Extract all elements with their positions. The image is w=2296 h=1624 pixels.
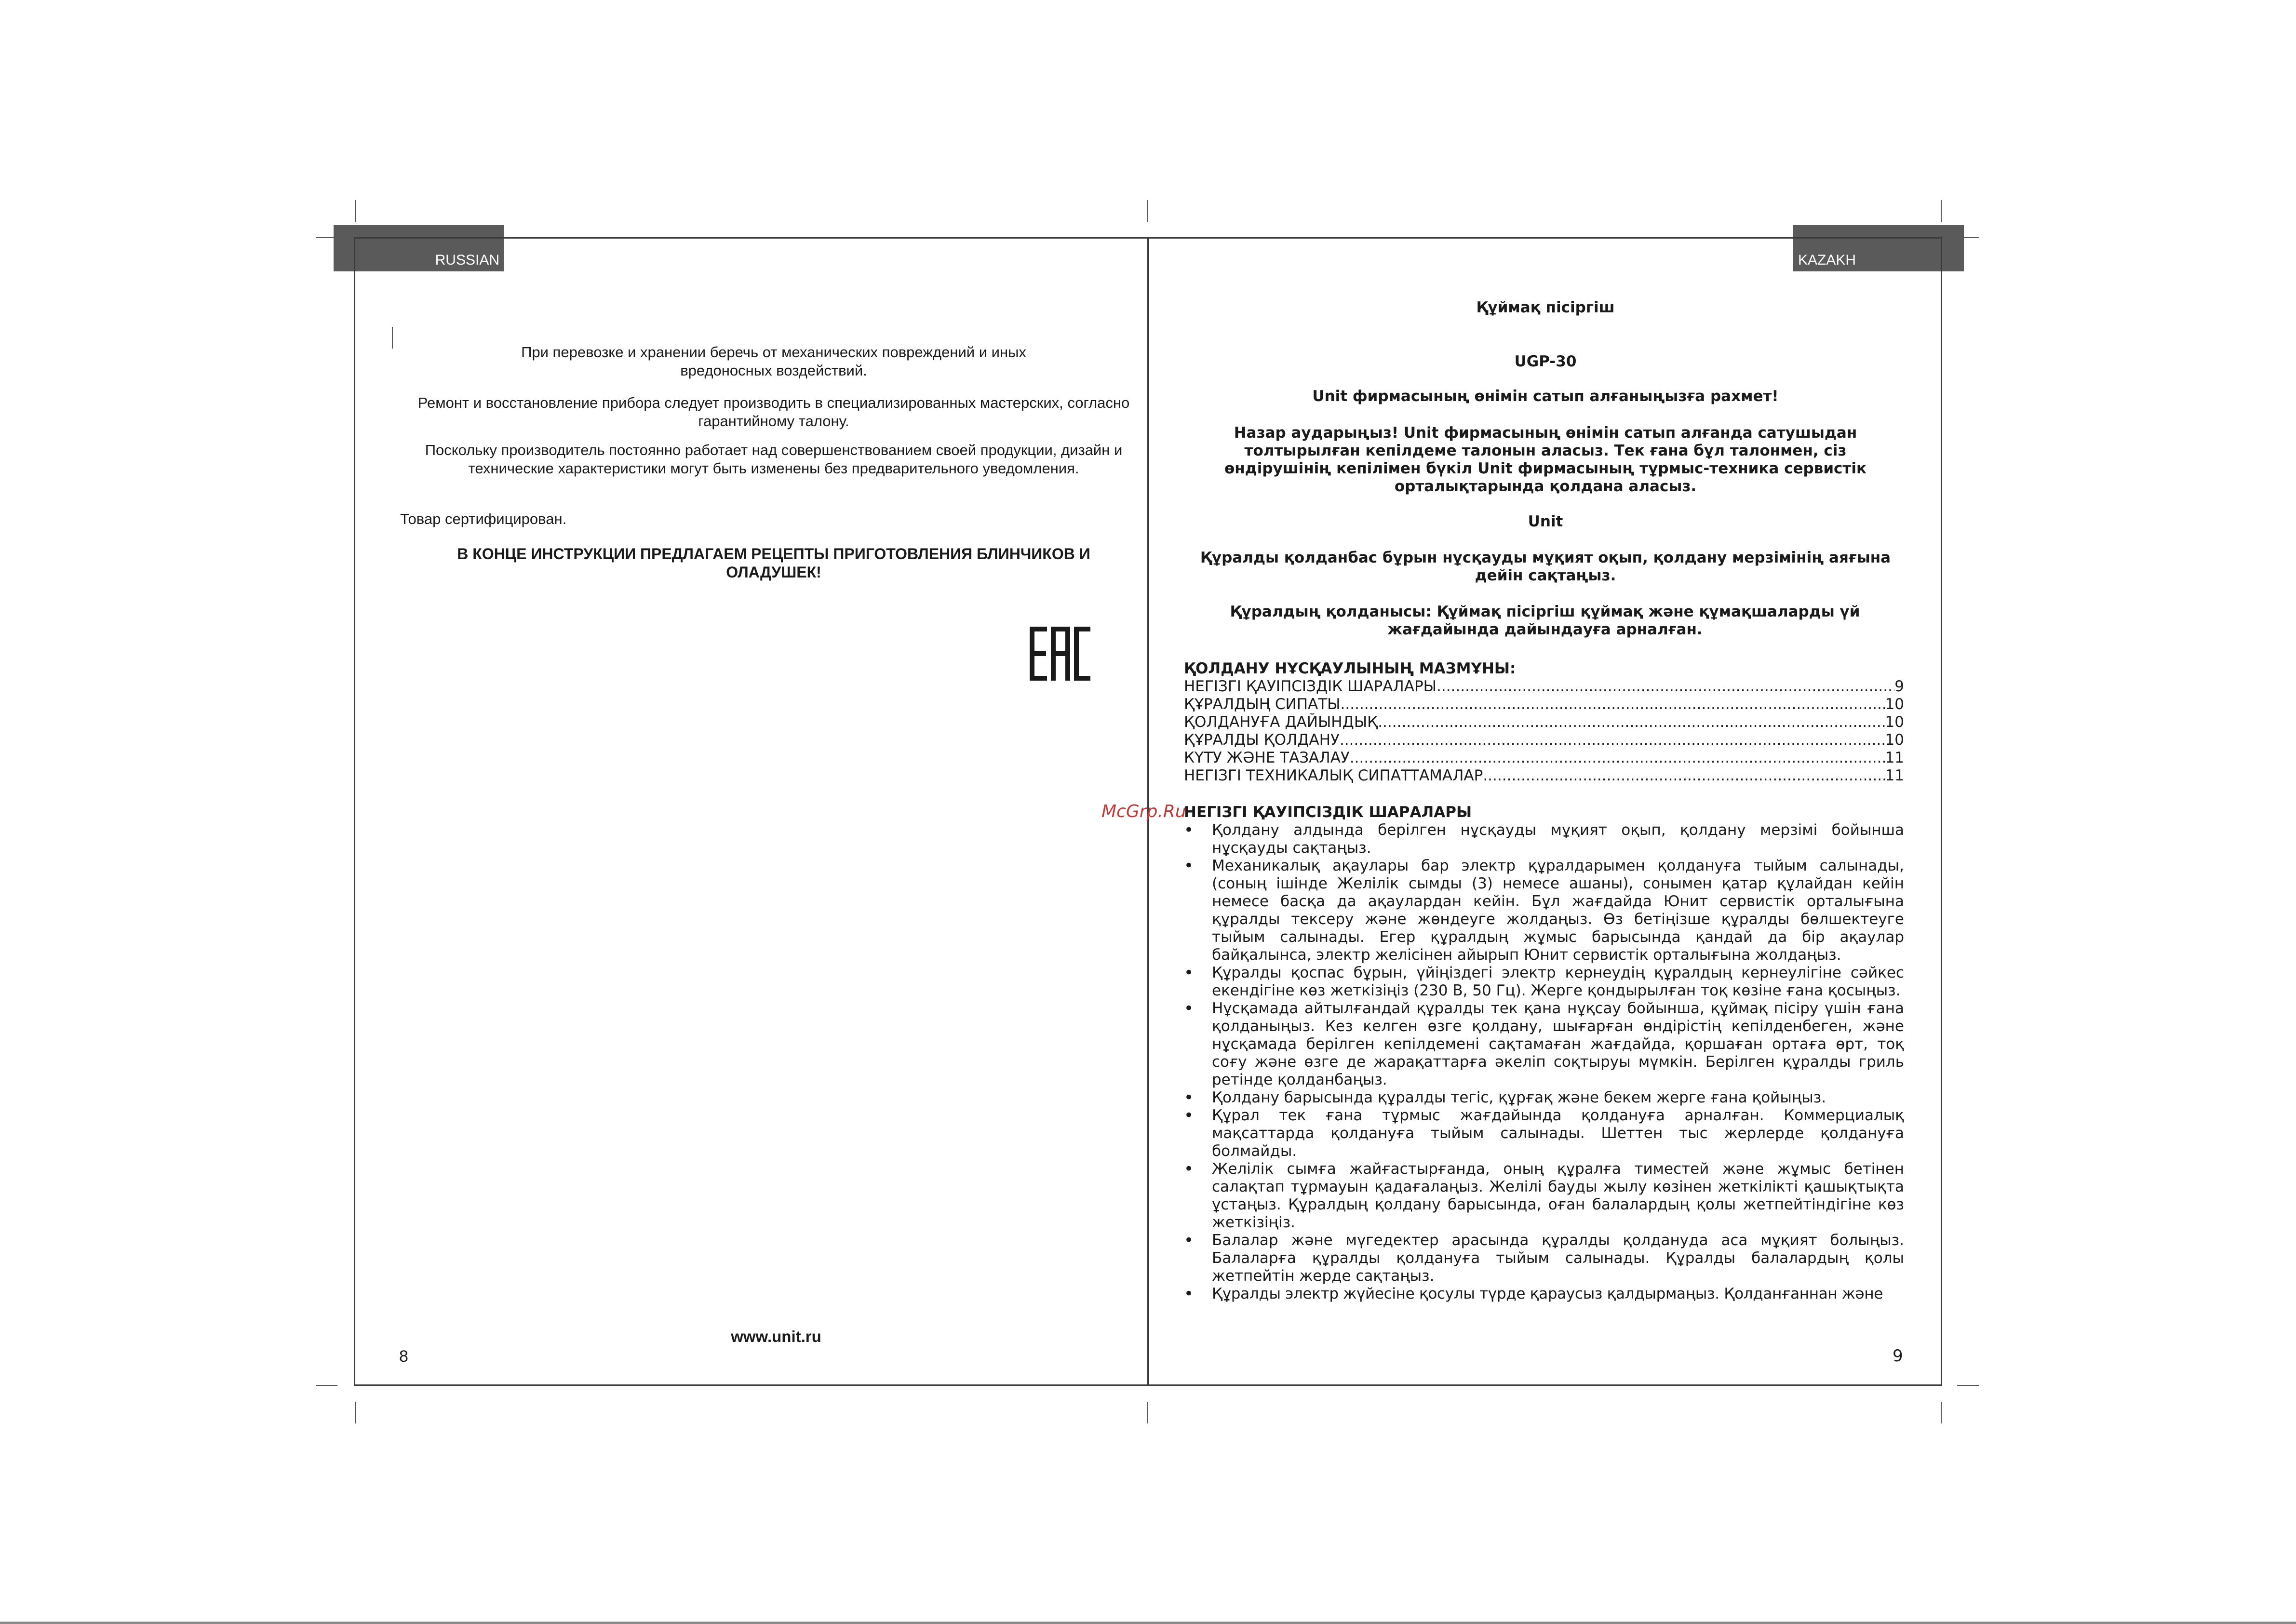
crop-mark <box>316 1385 337 1386</box>
toc-entry-title: ҚҰРАЛДЫҢ СИПАТЫ <box>1184 696 1341 713</box>
crop-mark <box>1147 200 1148 222</box>
recipes-note: В КОНЦЕ ИНСТРУКЦИИ ПРЕДЛАГАЕМ РЕЦЕПТЫ ПРИГОТОВЛЕНИЯ БЛИНЧИКОВ И ОЛАДУШЕК! <box>457 545 1090 581</box>
toc-entry-title: ҚҰРАЛДЫ ҚОЛДАНУ <box>1184 731 1340 749</box>
brand-name: Unit <box>1528 513 1563 530</box>
toc-dot-leader <box>1483 767 1885 785</box>
toc-entry-page: 10 <box>1885 731 1904 749</box>
safety-item: • Желілік сымға жайғастырғанда, оның құралға тиместей және жұмыс бетінен салақтап тұрмауын қадағалаңыз. Желілі бауды жылу көзінен жеткілікті қашықтықта ұстаңыз. Құралдың қолдану барысында, оған балалардың қолы жетпейтіндігіне көз жеткізіңіз. <box>1184 1160 1904 1232</box>
design-change-note: Поскольку производитель постоянно работает над совершенствованием своей продукции, дизайн и технические характеристики могут быть изменены без предварительного уведомления. <box>425 442 1123 477</box>
toc-title: ҚОЛДАНУ НҰСҚАУЛЫНЫҢ МАЗМҰНЫ: <box>1184 660 1516 677</box>
toc-dot-leader <box>1378 713 1885 731</box>
language-tab-label: RUSSIAN <box>435 252 499 268</box>
toc-entry-title: НЕГІЗГІ ҚАУІПСІЗДІК ШАРАЛАРЫ <box>1184 678 1437 695</box>
toc-entry[interactable] <box>1184 731 1904 749</box>
product-title: Құймақ пісіргіш <box>1476 299 1615 316</box>
toc-entry-title: НЕГІЗГІ ТЕХНИКАЛЫҚ СИПАТТАМАЛАР <box>1184 767 1483 784</box>
toc-dot-leader <box>1437 678 1894 696</box>
safety-item: • Қолдану барысында құралды тегіс, құрғақ және бекем жерге ғана қойыңыз. <box>1184 1089 1904 1107</box>
attention-text: Назар аударыңыз! Unit фирмасының өнімін сатып алғанда сатушыдан толтырылған кепілдеме талонын алаcыз. Тек ғана бұл талонмен, сіз өндірушінің кепілімен бүкіл Unit фирмасының тұрмыс-техника сервистік орталықтарында қолдана алаcыз. <box>1224 424 1867 495</box>
safety-item: • Қолдану алдында берілген нұсқауды мұқият оқып, қолдану мерзімі бойынша нұсқауды сақтаңыз. <box>1184 821 1904 857</box>
page-number-right: 9 <box>1893 1346 1903 1366</box>
toc-dot-leader <box>1350 749 1885 767</box>
toc-dot-leader <box>1340 731 1885 749</box>
bottom-strip <box>0 1622 2296 1624</box>
watermark: McGrp.Ru <box>1101 802 1186 821</box>
language-tab-label: KAZAKH <box>1798 252 1856 268</box>
safety-item: • Құрал тек ғана тұрмыс жағдайында қолдануға арналған. Коммерциалық мақсаттарда қолдануға тыйым салынады. Шеттен тыс жерлерде қолдануға болмайды. <box>1184 1107 1904 1160</box>
crop-mark <box>1941 200 1942 222</box>
eac-logo-icon <box>1030 627 1090 681</box>
toc-entry[interactable] <box>1184 696 1904 713</box>
transport-storage-note: При перевозке и хранении беречь от механических повреждений и иных вредоносных воздействий. <box>521 344 1026 379</box>
safety-item: • Балалар және мүгедектер арасында құралды қолдануда аса мұқият болыңыз. Балаларға құралды қолдануға тыйым салынады. Құралды балалардың қолы жетпейтін жерде сақтаңыз. <box>1184 1232 1904 1285</box>
toc-entry-page: 11 <box>1885 767 1904 784</box>
toc-entry[interactable] <box>1184 678 1904 696</box>
toc-entry-page: 11 <box>1885 749 1904 766</box>
safety-item: • Құралды қоспас бұрын, үйіңіздегі электр кернеудің құралдың кернеулігіне сәйкес екендігіне көз жеткізіңіз (230 В, 50 Гц). Жерге қондырылған тоқ көзіне ғана қосыңыз. <box>1184 964 1904 1000</box>
crop-mark <box>1941 1402 1942 1423</box>
toc-entry-page: 9 <box>1894 678 1904 695</box>
page-number-left: 8 <box>399 1347 408 1366</box>
usage-text: Құралдың қолданысы: Құймақ пісіргіш құймақ және құмақшаларды үй жағдайында дайындауға арналған. <box>1230 603 1860 638</box>
toc-entry[interactable] <box>1184 749 1904 767</box>
safety-section-title: НЕГІЗГІ ҚАУІПСІЗДІК ШАРАЛАРЫ <box>1184 804 1472 821</box>
toc-entry[interactable] <box>1184 767 1904 785</box>
thanks-text: Unit фирмасының өнімін сатып алғаныңызға рахмет! <box>1312 388 1779 405</box>
toc-entry-title: ҚОЛДАНУҒА ДАЙЫНДЫҚ <box>1184 713 1378 731</box>
certified-note: Товар сертифицирован. <box>400 510 567 527</box>
safety-item: • Механикалық ақаулары бар электр құралдарымен қолдануға тыйым салынады, (соның ішінде Желілік сымды (3) немесе ашаны), сонымен қатар құлайдан кейін немесе басқа да ақаулардан кейін. Бұл жағдайда Юнит сервистік орталығына құралды тексеру және жөндеуге жолдаңыз. Өз бетіңізше құралды бөлшектеуге тыйым салынады. Егер құралдың жұмыс барысында қандай да бір ақаулар байқалынса, электр желісінен айырып Юнит сервистік орталығына жолдаңыз. <box>1184 857 1904 964</box>
crop-mark <box>355 1402 356 1423</box>
safety-item: • Құралды электр жүйесіне қосулы түрде қараусыз қалдырмаңыз. Қолданғаннан және <box>1184 1285 1904 1303</box>
toc-dot-leader <box>1341 696 1885 713</box>
safety-item: • Нұсқамада айтылғандай құралды тек қана нұқсау бойынша, құймақ пісіру үшін ғана қолданыңыз. Кез келген өзге қолдану, шығарған өндірістің кепілденбеген, және нұсқамада берілген кепілдемені сақтамаған жағдайда, қоршаған ортаға өрт, тоқ соғу және өзге де жарақаттарға әкеліп соқтыруы мүмкін. Берілген құралды гриль ретінде қолданбаңыз. <box>1184 1000 1904 1089</box>
crop-mark <box>355 200 356 222</box>
table-of-contents <box>1184 678 1904 785</box>
crop-mark <box>1957 1385 1979 1386</box>
repair-note: Ремонт и восстановление прибора следует производить в специализированных мастерских, согласно гарантийному талону. <box>417 394 1130 429</box>
website-link[interactable]: www.unit.ru <box>731 1328 821 1345</box>
crop-mark <box>1147 1402 1148 1423</box>
read-manual-text: Құралды қолданбас бұрын нұсқауды мұқият оқып, қолдану мерзімінің аяғына дейін сақтаңыз. <box>1200 549 1891 584</box>
toc-entry-page: 10 <box>1885 713 1904 731</box>
eac-mark <box>1030 627 1090 681</box>
model-name: UGP-30 <box>1514 353 1577 370</box>
toc-entry-page: 10 <box>1885 696 1904 713</box>
toc-entry[interactable] <box>1184 713 1904 731</box>
toc-entry-title: КҮТУ ЖӘНЕ ТАЗАЛАУ <box>1184 749 1350 766</box>
safety-list <box>1184 821 1904 1303</box>
